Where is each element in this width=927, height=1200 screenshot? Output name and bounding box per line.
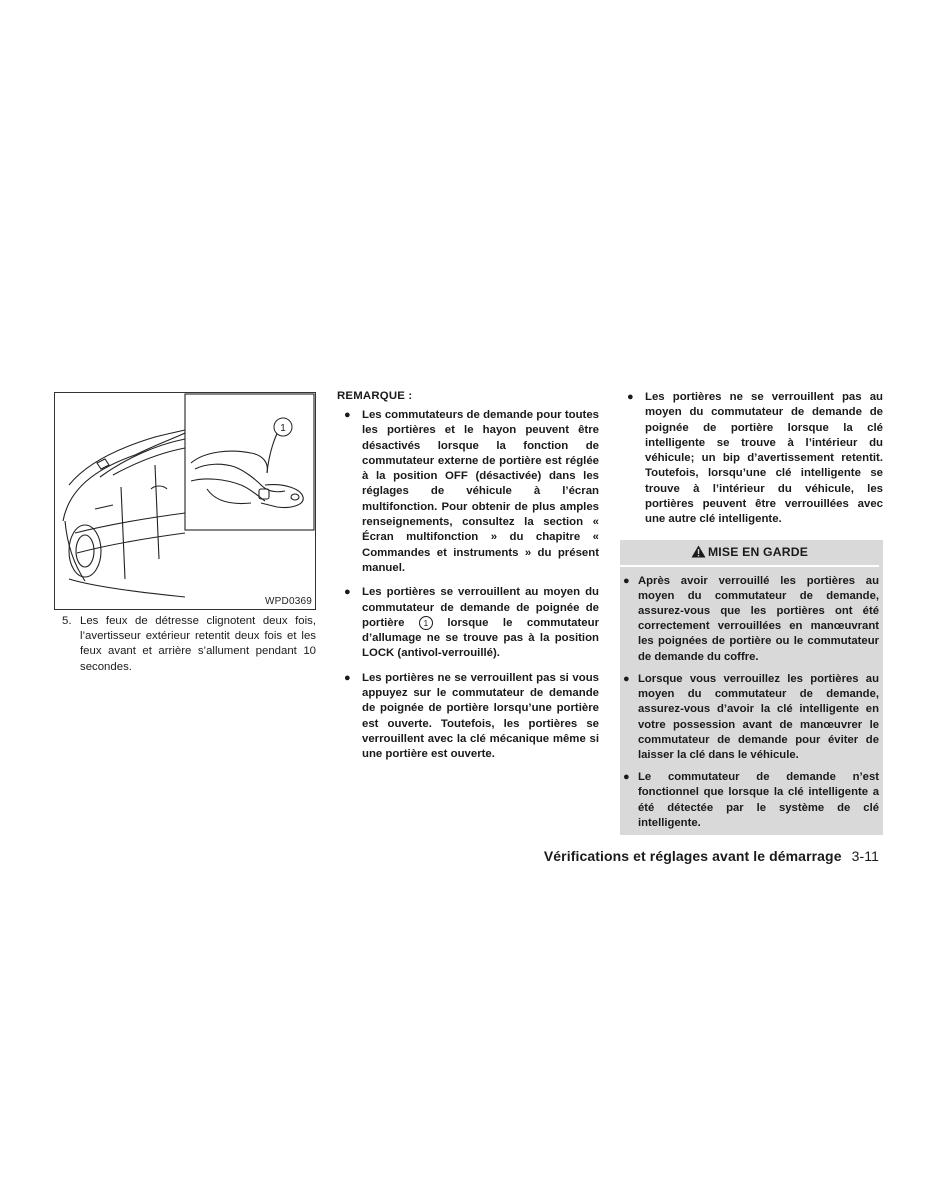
bullet-icon: ● [344, 409, 351, 421]
caution-bullet [620, 770, 879, 831]
bullet-text: Les portières ne se verrouillent pas au moyen du commutateur de demande de poignée de portière lorsque la clé intelligente se trouve à l’intérieur du véhicule; un bip d’avertissement retentit. Toutefois, lorsqu’une clé intelligente se trouve à l’intérieur du véhicule, les portières peuvent être verrouillées avec une autre clé intelligente. [645, 391, 883, 526]
bullet-text: Les portières ne se verrouillent pas si vous appuyez sur le commutateur de demande de poignée de portière lorsqu’une portière est ouverte. Toutefois, les portières se verrouillent avec la clé mécanique même si une portière est ouverte. [362, 671, 599, 761]
bullet-icon: ● [344, 586, 351, 599]
bullet-icon: ● [623, 771, 630, 784]
section-title: Vérifications et réglages avant le démarrage [543, 848, 842, 864]
bullet-text: Le commutateur de demande n’est fonctionnel que lorsque la clé intelligente a été détectée par le système de clé intelligente. [638, 771, 879, 829]
warning-triangle-icon [691, 545, 706, 561]
callout-label: 1 [280, 423, 286, 434]
car-door-illustration [55, 393, 315, 609]
bullet-icon: ● [344, 671, 351, 684]
bullet-text: Les portières se verrouillent au moyen du commutateur de demande de poignée de portière [362, 586, 599, 629]
circled-number-icon: 1 [419, 616, 433, 630]
page-footer [544, 848, 879, 864]
note-bullet [337, 408, 599, 576]
caution-bullet [620, 574, 879, 665]
bullet-text: Lorsque vous verrouillez les portières au moyen du commutateur de demande, assurez-vous d’avoir la clé intelligente en votre possession avant de manœuvrer le commutateur de demande pour éviter de laisser la clé dans le véhicule. [638, 672, 879, 761]
step-5 [62, 614, 316, 675]
note-title: REMARQUE : [337, 390, 413, 402]
note-bullet [620, 390, 883, 528]
door-handle-figure [54, 392, 316, 610]
bullet-text: Les commutateurs de demande pour toutes les portières et le hayon peuvent être désactivés lorsque la fonction de commutateur externe de portière est réglée à la position OFF (désactivée) dans les réglages de véhicule à l’écran multifonction. Pour obtenir de plus amples renseignements, consultez la section « Écran multifonction » du chapitre « Commandes et instruments » du présent manuel. [362, 409, 599, 574]
note-column [337, 390, 599, 772]
bullet-text: lorsque le commutateur d’allumage ne se trouve pas à la position LOCK (antivol-verrouillé). [362, 616, 600, 660]
bullet-icon: ● [627, 391, 634, 403]
caution-box [620, 540, 883, 835]
bullet-icon: ● [623, 574, 630, 587]
note-bullet [337, 585, 599, 661]
bullet-text: Après avoir verrouillé les portières au moyen du commutateur de demande, assurez-vous que les portières ont été correctement verrouillées en manœuvrant les poignées de portière ou le commutateur de demande du coffre. [638, 574, 879, 663]
figure-code: WPD0369 [265, 596, 312, 607]
caution-bullet [620, 672, 879, 763]
note-bullet [337, 671, 599, 763]
bullet-icon: ● [623, 672, 630, 685]
caution-title: MISE EN GARDE [707, 544, 809, 559]
step-number: 5. [62, 615, 72, 627]
caution-heading [620, 540, 879, 567]
step-text: Les feux de détresse clignotent deux fois, l’avertisseur extérieur retentit deux fois et les feux avant et arrière s’allument pendant 10 secondes. [80, 615, 316, 673]
page-number: 3-11 [851, 848, 879, 864]
right-column [620, 390, 883, 835]
